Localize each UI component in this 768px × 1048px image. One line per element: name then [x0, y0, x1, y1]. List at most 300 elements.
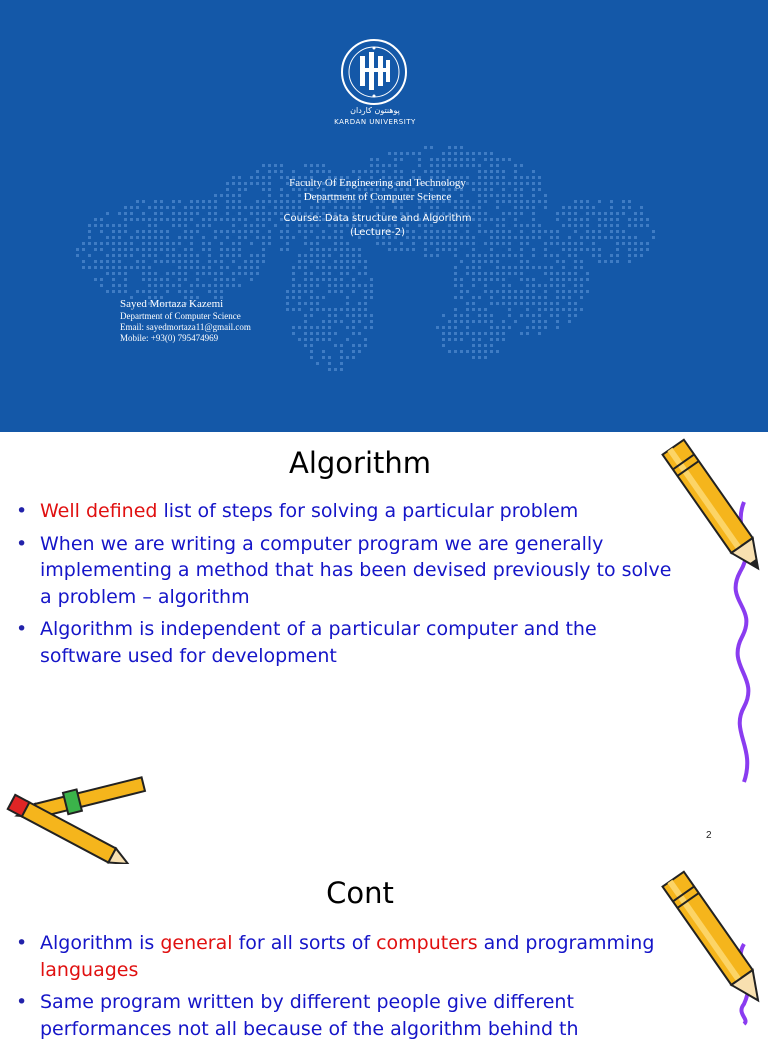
map-dot	[562, 290, 565, 293]
map-dot	[436, 248, 439, 251]
map-dot	[574, 260, 577, 263]
map-dot	[154, 284, 157, 287]
map-dot	[562, 248, 565, 251]
map-dot	[130, 242, 133, 245]
map-dot	[598, 212, 601, 215]
map-dot	[424, 254, 427, 257]
map-dot	[388, 248, 391, 251]
map-dot	[136, 290, 139, 293]
map-dot	[562, 272, 565, 275]
bullet-list	[16, 930, 676, 1048]
map-dot	[610, 224, 613, 227]
map-dot	[466, 272, 469, 275]
map-dot	[358, 332, 361, 335]
map-dot	[484, 332, 487, 335]
map-dot	[394, 164, 397, 167]
map-dot	[196, 272, 199, 275]
map-dot	[232, 242, 235, 245]
map-dot	[184, 248, 187, 251]
map-dot	[328, 314, 331, 317]
map-dot	[268, 242, 271, 245]
map-dot	[508, 242, 511, 245]
map-dot	[568, 290, 571, 293]
map-dot	[490, 158, 493, 161]
map-dot	[340, 356, 343, 359]
map-dot	[328, 272, 331, 275]
map-dot	[502, 242, 505, 245]
map-dot	[124, 206, 127, 209]
map-dot	[190, 242, 193, 245]
map-dot	[574, 278, 577, 281]
highlight-text: Well defined	[40, 500, 158, 522]
map-dot	[520, 296, 523, 299]
map-dot	[394, 248, 397, 251]
map-dot	[88, 224, 91, 227]
map-dot	[178, 236, 181, 239]
map-dot	[142, 230, 145, 233]
map-dot	[496, 272, 499, 275]
map-dot	[454, 242, 457, 245]
map-dot	[352, 284, 355, 287]
map-dot	[454, 320, 457, 323]
map-dot	[502, 284, 505, 287]
map-dot	[580, 296, 583, 299]
map-dot	[574, 224, 577, 227]
map-dot	[502, 320, 505, 323]
map-dot	[634, 218, 637, 221]
map-dot	[322, 338, 325, 341]
map-dot	[652, 230, 655, 233]
map-dot	[172, 218, 175, 221]
slide-title: Cont	[326, 876, 394, 910]
map-dot	[232, 272, 235, 275]
map-dot	[532, 326, 535, 329]
map-dot	[172, 200, 175, 203]
map-dot	[490, 248, 493, 251]
map-dot	[178, 284, 181, 287]
bullet-glyph: •	[16, 991, 28, 1013]
map-dot	[190, 206, 193, 209]
map-dot	[526, 284, 529, 287]
map-dot	[370, 320, 373, 323]
map-dot	[490, 320, 493, 323]
map-dot	[214, 272, 217, 275]
map-dot	[358, 302, 361, 305]
map-dot	[484, 278, 487, 281]
map-dot	[502, 326, 505, 329]
map-dot	[472, 350, 475, 353]
map-dot	[526, 314, 529, 317]
map-dot	[220, 266, 223, 269]
map-dot	[580, 284, 583, 287]
map-dot	[184, 206, 187, 209]
map-dot	[178, 272, 181, 275]
map-dot	[112, 284, 115, 287]
map-dot	[136, 218, 139, 221]
map-dot	[496, 332, 499, 335]
map-dot	[154, 260, 157, 263]
map-dot	[490, 260, 493, 263]
map-dot	[556, 278, 559, 281]
map-dot	[376, 158, 379, 161]
map-dot	[466, 164, 469, 167]
map-dot	[280, 170, 283, 173]
map-dot	[166, 236, 169, 239]
map-dot	[502, 290, 505, 293]
map-dot	[478, 272, 481, 275]
map-dot	[364, 314, 367, 317]
map-dot	[106, 212, 109, 215]
map-dot	[124, 290, 127, 293]
map-dot	[196, 212, 199, 215]
map-dot	[592, 248, 595, 251]
map-dot	[340, 320, 343, 323]
map-dot	[544, 302, 547, 305]
map-dot	[76, 248, 79, 251]
map-dot	[178, 200, 181, 203]
map-dot	[196, 254, 199, 257]
map-dot	[250, 266, 253, 269]
map-dot	[580, 206, 583, 209]
map-dot	[340, 344, 343, 347]
map-dot	[424, 242, 427, 245]
map-dot	[124, 218, 127, 221]
map-dot	[502, 170, 505, 173]
map-dot	[214, 260, 217, 263]
map-dot	[478, 332, 481, 335]
map-dot	[124, 242, 127, 245]
map-dot	[358, 254, 361, 257]
map-dot	[118, 248, 121, 251]
map-dot	[508, 314, 511, 317]
map-dot	[340, 362, 343, 365]
map-dot	[466, 266, 469, 269]
map-dot	[196, 230, 199, 233]
map-dot	[208, 290, 211, 293]
map-dot	[124, 254, 127, 257]
map-dot	[586, 212, 589, 215]
map-dot	[214, 284, 217, 287]
map-dot	[574, 254, 577, 257]
map-dot	[202, 284, 205, 287]
map-dot	[232, 248, 235, 251]
map-dot	[136, 266, 139, 269]
map-dot	[442, 326, 445, 329]
map-dot	[484, 320, 487, 323]
map-dot	[628, 218, 631, 221]
map-dot	[490, 164, 493, 167]
map-dot	[586, 236, 589, 239]
map-dot	[592, 206, 595, 209]
map-dot	[328, 320, 331, 323]
map-dot	[166, 230, 169, 233]
map-dot	[142, 266, 145, 269]
map-dot	[430, 146, 433, 149]
map-dot	[82, 260, 85, 263]
map-dot	[520, 266, 523, 269]
map-dot	[526, 266, 529, 269]
map-dot	[106, 272, 109, 275]
map-dot	[352, 332, 355, 335]
map-dot	[478, 350, 481, 353]
map-dot	[442, 344, 445, 347]
map-dot	[316, 242, 319, 245]
map-dot	[478, 308, 481, 311]
map-dot	[442, 338, 445, 341]
map-dot	[118, 254, 121, 257]
map-dot	[154, 200, 157, 203]
map-dot	[574, 308, 577, 311]
bullet-list	[16, 498, 676, 675]
map-dot	[154, 242, 157, 245]
map-dot	[130, 206, 133, 209]
map-dot	[100, 242, 103, 245]
map-dot	[628, 206, 631, 209]
map-dot	[124, 224, 127, 227]
map-dot	[628, 254, 631, 257]
map-dot	[472, 284, 475, 287]
map-dot	[82, 248, 85, 251]
map-dot	[598, 218, 601, 221]
map-dot	[304, 320, 307, 323]
map-dot	[472, 302, 475, 305]
map-dot	[256, 266, 259, 269]
map-dot	[220, 248, 223, 251]
map-dot	[184, 224, 187, 227]
map-dot	[208, 284, 211, 287]
map-dot	[562, 224, 565, 227]
map-dot	[166, 254, 169, 257]
map-dot	[646, 248, 649, 251]
map-dot	[484, 290, 487, 293]
map-dot	[460, 206, 463, 209]
map-dot	[610, 212, 613, 215]
map-dot	[574, 248, 577, 251]
map-dot	[478, 206, 481, 209]
map-dot	[382, 242, 385, 245]
map-dot	[472, 254, 475, 257]
map-dot	[520, 164, 523, 167]
map-dot	[454, 284, 457, 287]
map-dot	[226, 278, 229, 281]
map-dot	[286, 242, 289, 245]
map-dot	[310, 332, 313, 335]
map-dot	[100, 278, 103, 281]
map-dot	[514, 170, 517, 173]
map-dot	[166, 260, 169, 263]
map-dot	[442, 314, 445, 317]
map-dot	[364, 338, 367, 341]
map-dot	[148, 254, 151, 257]
map-dot	[274, 206, 277, 209]
map-dot	[496, 170, 499, 173]
map-dot	[472, 332, 475, 335]
map-dot	[454, 338, 457, 341]
map-dot	[292, 206, 295, 209]
map-dot	[370, 290, 373, 293]
map-dot	[310, 308, 313, 311]
map-dot	[568, 212, 571, 215]
map-dot	[112, 236, 115, 239]
map-dot	[508, 272, 511, 275]
map-dot	[478, 314, 481, 317]
map-dot	[172, 206, 175, 209]
map-dot	[364, 260, 367, 263]
author-info	[120, 298, 251, 344]
map-dot	[154, 212, 157, 215]
map-dot	[178, 224, 181, 227]
map-dot	[376, 164, 379, 167]
map-dot	[262, 206, 265, 209]
bullet-item	[16, 989, 676, 1042]
map-dot	[562, 206, 565, 209]
map-dot	[466, 302, 469, 305]
map-dot	[148, 284, 151, 287]
map-dot	[562, 260, 565, 263]
map-dot	[394, 170, 397, 173]
map-dot	[322, 350, 325, 353]
map-dot	[334, 314, 337, 317]
map-dot	[328, 338, 331, 341]
map-dot	[202, 266, 205, 269]
map-dot	[178, 278, 181, 281]
map-dot	[112, 254, 115, 257]
map-dot	[232, 206, 235, 209]
map-dot	[562, 296, 565, 299]
map-dot	[460, 296, 463, 299]
map-dot	[496, 242, 499, 245]
map-dot	[304, 254, 307, 257]
map-dot	[364, 170, 367, 173]
map-dot	[340, 254, 343, 257]
map-dot	[568, 242, 571, 245]
map-dot	[184, 230, 187, 233]
map-dot	[496, 290, 499, 293]
map-dot	[502, 332, 505, 335]
map-dot	[496, 158, 499, 161]
map-dot	[376, 170, 379, 173]
map-dot	[424, 146, 427, 149]
map-dot	[178, 266, 181, 269]
map-dot	[622, 206, 625, 209]
map-dot	[550, 272, 553, 275]
map-dot	[358, 284, 361, 287]
faculty-name: Faculty Of Engineering and Technology	[289, 177, 466, 189]
map-dot	[352, 344, 355, 347]
map-dot	[292, 266, 295, 269]
map-dot	[568, 254, 571, 257]
map-dot	[328, 266, 331, 269]
map-dot	[454, 254, 457, 257]
map-dot	[484, 314, 487, 317]
map-dot	[544, 284, 547, 287]
map-dot	[280, 248, 283, 251]
map-dot	[178, 212, 181, 215]
map-dot	[484, 284, 487, 287]
map-dot	[352, 356, 355, 359]
map-dot	[466, 290, 469, 293]
bullet-glyph: •	[16, 932, 28, 954]
map-dot	[544, 242, 547, 245]
map-dot	[574, 266, 577, 269]
map-dot	[454, 158, 457, 161]
map-dot	[376, 242, 379, 245]
faculty-block	[200, 176, 555, 204]
map-dot	[610, 236, 613, 239]
map-dot	[544, 272, 547, 275]
map-dot	[304, 284, 307, 287]
map-dot	[154, 254, 157, 257]
map-dot	[502, 338, 505, 341]
map-dot	[304, 266, 307, 269]
map-dot	[292, 296, 295, 299]
map-dot	[496, 278, 499, 281]
map-dot	[148, 230, 151, 233]
map-dot	[142, 212, 145, 215]
map-dot	[316, 170, 319, 173]
lecture-number: (Lecture-2)	[349, 227, 406, 238]
map-dot	[616, 224, 619, 227]
map-dot	[190, 212, 193, 215]
map-dot	[304, 338, 307, 341]
map-dot	[190, 200, 193, 203]
map-dot	[346, 206, 349, 209]
map-dot	[316, 302, 319, 305]
map-dot	[124, 230, 127, 233]
bullet-text: and programming	[477, 932, 655, 954]
map-dot	[250, 242, 253, 245]
map-dot	[364, 326, 367, 329]
map-dot	[460, 242, 463, 245]
map-dot	[598, 254, 601, 257]
map-dot	[142, 236, 145, 239]
map-dot	[256, 272, 259, 275]
map-dot	[436, 206, 439, 209]
map-dot	[334, 344, 337, 347]
map-dot	[568, 218, 571, 221]
map-dot	[454, 332, 457, 335]
map-dot	[352, 290, 355, 293]
map-dot	[448, 248, 451, 251]
map-dot	[472, 248, 475, 251]
map-dot	[100, 266, 103, 269]
map-dot	[490, 170, 493, 173]
map-dot	[304, 242, 307, 245]
map-dot	[442, 242, 445, 245]
map-dot	[532, 170, 535, 173]
map-dot	[640, 254, 643, 257]
map-dot	[298, 308, 301, 311]
map-dot	[436, 242, 439, 245]
map-dot	[262, 164, 265, 167]
map-dot	[520, 314, 523, 317]
map-dot	[400, 248, 403, 251]
map-dot	[442, 248, 445, 251]
map-dot	[550, 314, 553, 317]
map-dot	[352, 170, 355, 173]
map-dot	[592, 212, 595, 215]
map-dot	[262, 254, 265, 257]
map-dot	[316, 308, 319, 311]
map-dot	[514, 164, 517, 167]
map-dot	[292, 272, 295, 275]
map-dot	[148, 290, 151, 293]
map-dot	[466, 206, 469, 209]
map-dot	[292, 278, 295, 281]
map-dot	[334, 290, 337, 293]
map-dot	[514, 302, 517, 305]
map-dot	[508, 284, 511, 287]
